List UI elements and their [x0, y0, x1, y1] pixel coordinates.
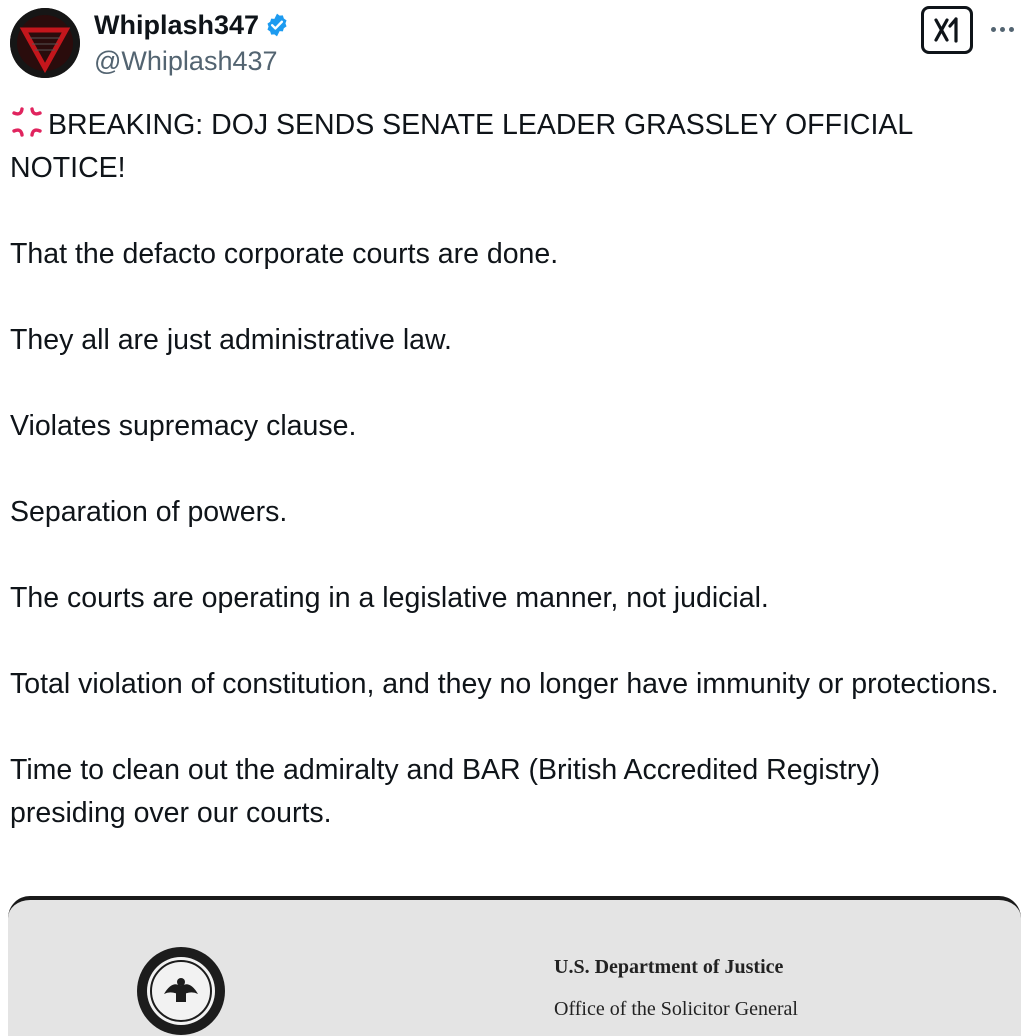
attached-image[interactable]: [8, 896, 1021, 1036]
tweet-line: They all are just administrative law.: [10, 324, 452, 356]
inverted-triangle-logo-icon: [10, 8, 80, 78]
tweet-line: The courts are operating in a legislative manner, not judicial.: [10, 582, 769, 614]
verified-badge-icon: [264, 12, 290, 38]
headline-text: BREAKING: DOJ SENDS SENATE LEADER GRASSLEY OFFICIAL NOTICE!: [10, 109, 913, 184]
tweet-line: That the defacto corporate courts are done.: [10, 238, 559, 270]
tweet-line: Separation of powers.: [10, 496, 288, 528]
letterhead-title: U.S. Department of Justice: [554, 956, 784, 978]
tweet-line-headline: [10, 104, 1000, 190]
avatar[interactable]: [10, 8, 80, 78]
anger-symbol-icon: [10, 105, 44, 139]
grok-icon: [932, 16, 962, 44]
tweet-text: [10, 104, 1000, 878]
handle[interactable]: @Whiplash437: [94, 46, 278, 76]
tweet-line: Total violation of constitution, and they no longer have immunity or protections.: [10, 668, 999, 700]
tweet-header: [0, 0, 1021, 90]
display-name[interactable]: Whiplash347: [94, 10, 260, 40]
more-options-button[interactable]: [987, 14, 1017, 44]
letterhead-subtitle: Office of the Solicitor General: [554, 998, 798, 1020]
tweet-line: Violates supremacy clause.: [10, 410, 357, 442]
name-row: [94, 8, 290, 42]
grok-button[interactable]: [921, 6, 973, 54]
tweet-line: Time to clean out the admiralty and BAR (British Accredited Registry) presiding over our courts.: [10, 754, 881, 829]
more-horizontal-icon: [991, 27, 996, 32]
doj-seal-icon: [136, 946, 226, 1036]
